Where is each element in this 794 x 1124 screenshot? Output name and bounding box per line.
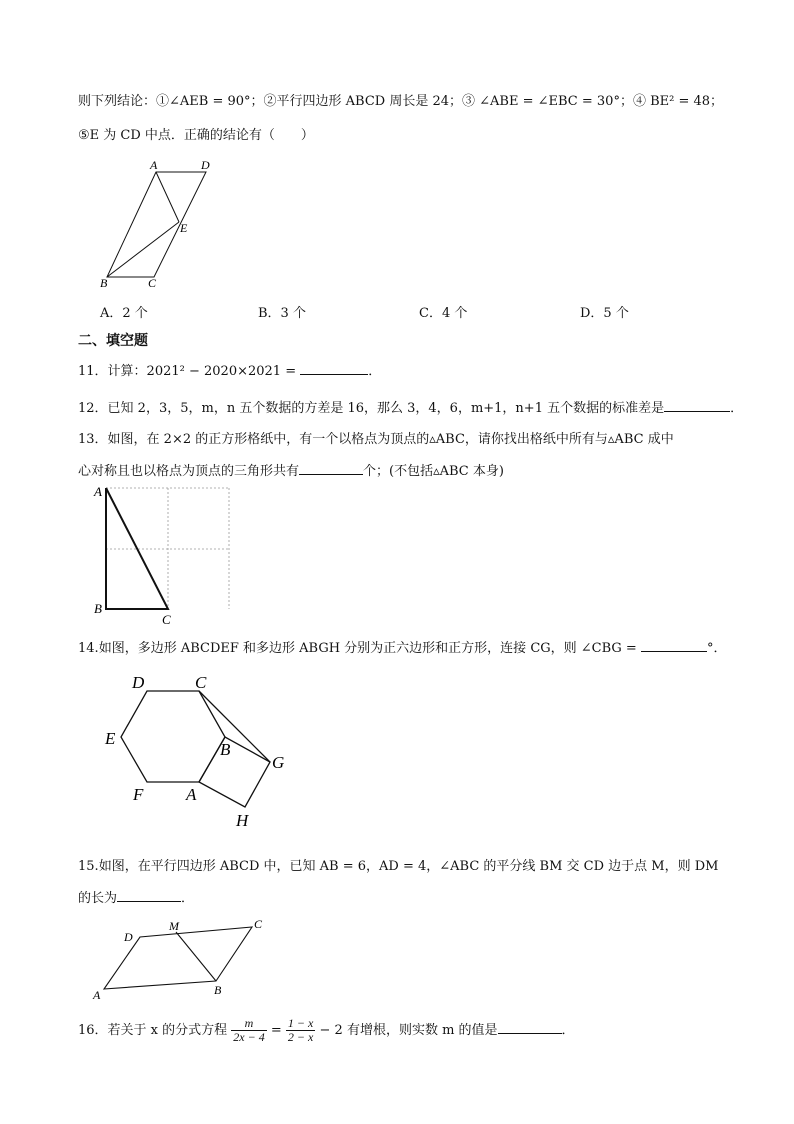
q10-label-B: B: [100, 276, 108, 290]
q16-end: ．: [561, 1023, 575, 1038]
q14-answer-blank[interactable]: [641, 637, 707, 652]
q10-label-C: C: [148, 276, 157, 290]
q10-option-c[interactable]: C．4 个: [419, 306, 468, 321]
q14-label-E: E: [105, 729, 116, 748]
q16-post: 有增根，则实数 m 的值是: [346, 1023, 498, 1038]
q16-answer-blank[interactable]: [498, 1019, 562, 1034]
q16-number: 16．: [78, 1023, 108, 1038]
q16-frac2-denominator: 2 − x: [287, 1030, 314, 1044]
q16: [78, 1017, 575, 1044]
q16-equals: =: [270, 1023, 282, 1038]
q15-label-A: A: [93, 988, 101, 1002]
q12-end: ．: [730, 401, 744, 416]
q10-conclusions-line2: ⑤E 为 CD 中点．正确的结论有（ ）: [78, 128, 314, 143]
q16-frac2-numerator: 1 − x: [287, 1016, 314, 1030]
q14-text: 如图，多边形 ABCDEF 和多边形 ABGH 分别为正六边形和正方形，连接 CG，则 ∠CBG =: [98, 641, 637, 656]
q16-pre: 若关于 x 的分式方程: [107, 1023, 228, 1038]
q13-line2: [78, 460, 504, 479]
q10-parallelogram-figure: [90, 155, 230, 290]
q11-end: ．: [368, 364, 382, 379]
q16-fraction-left: [231, 1017, 266, 1044]
q15-number: 15.: [78, 859, 99, 874]
q10-option-d[interactable]: D．5 个: [580, 306, 629, 321]
q15-parallelogram-figure: [90, 915, 280, 1005]
q13-text-line1: 如图，在 2×2 的正方形格纸中，有一个以格点为顶点的▵ABC，请你找出格纸中所有与▵ABC 成中: [107, 432, 674, 447]
q14-label-B: B: [220, 740, 231, 759]
q15-line1: [78, 855, 718, 874]
q14: [78, 637, 726, 656]
q13-label-B: B: [94, 601, 102, 616]
q13-text-line2-end: 个；(不包括▵ABC 本身): [363, 464, 504, 479]
q12-answer-blank[interactable]: [664, 397, 730, 412]
q11-text: 计算：2021² − 2020×2021 =: [107, 364, 297, 379]
q13-text-line2: 心对称且也以格点为顶点的三角形共有: [78, 464, 300, 479]
q15-text-line1: 如图，在平行四边形 ABCD 中，已知 AB = 6，AD = 4，∠ABC 的平分线 BM 交 CD 边于点 M，则 DM: [98, 859, 719, 874]
q15-label-B: B: [214, 983, 222, 997]
q14-number: 14.: [78, 641, 99, 656]
q16-fraction-right: [286, 1017, 315, 1044]
q15-text-line2: 的长为: [78, 891, 118, 906]
q10-label-E: E: [180, 221, 188, 235]
q11-number: 11．: [78, 364, 108, 379]
q14-label-D: D: [132, 673, 145, 692]
q12-number: 12．: [78, 401, 108, 416]
q14-end: °．: [706, 641, 727, 656]
q15-end: ．: [181, 891, 195, 906]
q10-label-D: D: [201, 158, 210, 172]
q15-line2: [78, 887, 194, 906]
q13-answer-blank[interactable]: [299, 460, 363, 475]
q11-answer-blank[interactable]: [300, 360, 368, 375]
q13-grid-figure: [92, 483, 237, 628]
q13-number: 13．: [78, 432, 108, 447]
q11: [78, 360, 381, 379]
q15-label-D: D: [124, 930, 133, 944]
q15-label-M: M: [169, 919, 179, 933]
q13-label-A: A: [94, 484, 102, 499]
q14-label-F: F: [133, 785, 144, 804]
q14-label-G: G: [272, 753, 285, 772]
q16-frac1-numerator: m: [231, 1017, 266, 1031]
q10-option-b[interactable]: B．3 个: [258, 306, 306, 321]
q14-label-C: C: [195, 673, 207, 692]
section-heading-fill-blank: 二、填空题: [78, 333, 148, 349]
q10-option-a[interactable]: A．2 个: [100, 306, 148, 321]
q12: [78, 397, 743, 416]
q14-label-H: H: [236, 811, 249, 830]
q12-text: 已知 2，3，5，m，n 五个数据的方差是 16，那么 3，4，6，m+1，n+1 五个数据的标准差是: [107, 401, 665, 416]
q10-label-A: A: [150, 158, 158, 172]
q15-answer-blank[interactable]: [117, 887, 181, 902]
q16-minus-two: − 2: [319, 1023, 343, 1038]
q13-line1: [78, 428, 674, 447]
q10-conclusions-line1: 则下列结论：①∠AEB = 90°；②平行四边形 ABCD 周长是 24；③ ∠ABE = ∠EBC = 30°；④ BE² = 48；: [78, 94, 724, 109]
q15-label-C: C: [254, 917, 263, 931]
q16-frac1-denominator: 2x − 4: [233, 1030, 265, 1044]
q13-label-C: C: [162, 612, 171, 627]
q14-hexagon-square-figure: [100, 670, 300, 835]
q14-label-A: A: [186, 785, 197, 804]
